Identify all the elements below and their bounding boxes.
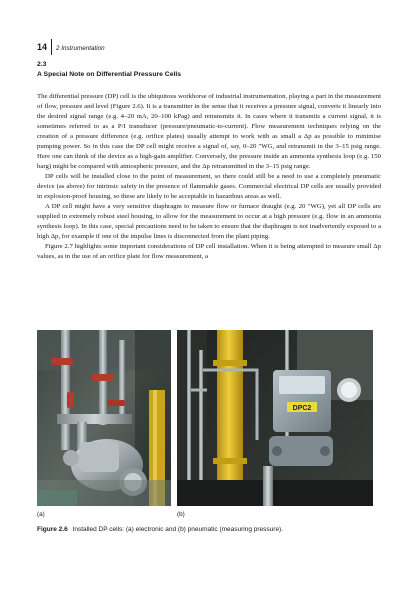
chapter-title: 2 Instrumentation [56, 45, 105, 52]
section-title: A Special Note on Differential Pressure Cells [37, 71, 182, 78]
figure-caption [37, 526, 283, 533]
figure-caption-label: Figure 2.6 [37, 526, 68, 533]
paragraph-4: Figure 2.7 highlights some important considerations of DP cell installation. When it is being attempted to measure small Δp values, as in the use of an orifice plate for flow measurement, a [37, 243, 381, 260]
running-header [37, 41, 105, 57]
body-text [37, 92, 381, 262]
section-number: 2.3 [37, 61, 47, 68]
paragraph-1: The differential pressure (DP) cell is the ubiquitous workhorse of industrial instrumentation, playing a part in the measurement of flow, pressure and level (Figure 2.6). It is a transmitter in the sense that it receives a pressure signal, converts it linearly into the desired signal range (e.g. 4–20 mA, 20–100 kPag) and retransmits it. In cases where it transmits a current signal, it is sometimes referred to as a P/I transducer (pressure/pneumatic-to-current). Flow measurement techniques relying on the creation of a pressure difference (e.g. orifice plates) usually attempt to work with as small a Δp as possible to minimise pumping power. So in this case the DP cell might receive a signal of, say, 0–20 ″WG, and retransmit in the 3–15 psig range. Here one can think of the device as a high-gain amplifier. Conversely, the pressure inside an ammonia synthesis loop (e.g. 150 barg) might be compared with atmospheric pressure, and the Δp retransmitted in the 3–15 psig range. [37, 93, 381, 170]
page-number: 14 [37, 39, 52, 55]
figure-caption-text: Installed DP cells: (a) electronic and (b) pneumatic (measuring pressure). [72, 526, 284, 533]
photo-b-illustration [177, 330, 373, 506]
panel-a-label: (a) [37, 511, 45, 518]
photo-pneumatic-dp-cell [177, 330, 373, 506]
paragraph-3: A DP cell might have a very sensitive diaphragm to measure flow or furnace draught (e.g. 20 ″WG), yet all DP cells are supplied in extremely robust steel housing, to allow for the measurement to occur at a high pressure (e.g. flow in an ammonia synthesis loop). In this case, special precautions need to be taken to ensure that the diaphragm is not inadvertently exposed to a high Δp, for example if one of the impulse lines is disconnected from the plant piping. [37, 203, 381, 240]
paragraph-2: DP cells will be installed close to the point of measurement, so there could still be a need to use a completely pneumatic device (as above) for intrinsic safety in the presence of flammable gases. Commercial electrical DP cells are usually provided in explosion-proof housing, so these are likely to be acceptable in hazardous areas as well. [37, 173, 381, 200]
panel-b-label: (b) [177, 511, 185, 518]
photo-electronic-dp-cell [37, 330, 171, 506]
photo-a-illustration [37, 330, 171, 506]
dp-cell-tag-text: DPC2 [292, 405, 312, 412]
